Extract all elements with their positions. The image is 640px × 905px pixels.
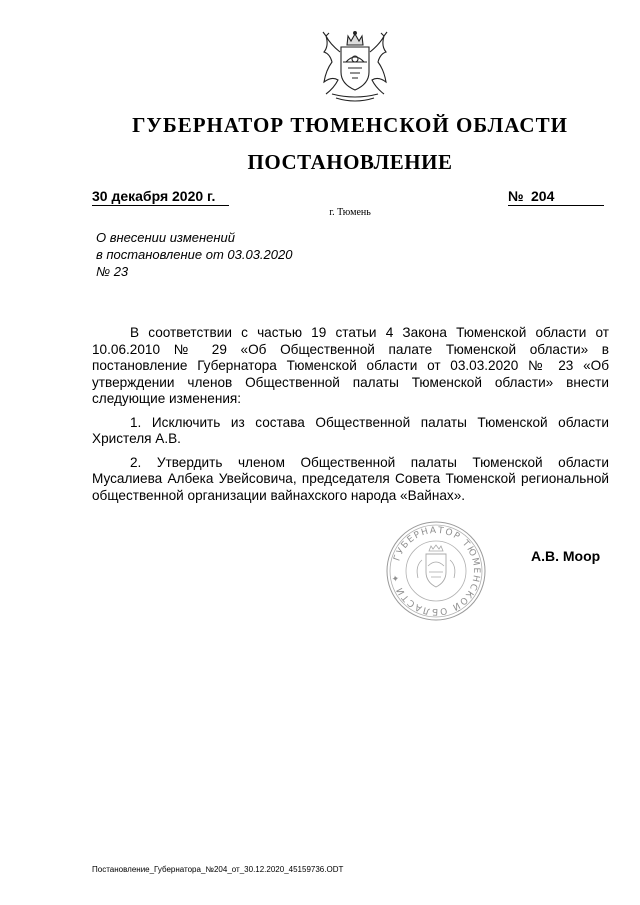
body-paragraph: 1. Исключить из состава Общественной палаты Тюменской области Христеля А.В. xyxy=(92,414,609,446)
body-paragraph: В соответствии с частью 19 статьи 4 Закона Тюменской области от 10.06.2010 № 29 «Об Общественной палате Тюменской области» в постановление Губернатора Тюменской области от 03.03.2020 № 23 «Об утверждении членов Общественной палаты Тюменской области» внести следующие изменения: xyxy=(92,325,609,406)
svg-text:ГУБЕРНАТОР ТЮМЕНСКОЙ ОБЛАСТИ ✦: ГУБЕРНАТОР ТЮМЕНСКОЙ ОБЛАСТИ ✦ xyxy=(390,525,482,617)
date-underline xyxy=(92,205,229,206)
footer-file-name: Постановление_Губернатора_№204_от_30.12.2020_45159736.ODT xyxy=(92,865,344,874)
place-of-issue: г. Тюмень xyxy=(329,207,371,218)
coat-of-arms-icon xyxy=(312,30,398,116)
official-seal-icon xyxy=(385,520,487,622)
document-body xyxy=(92,325,609,504)
issuing-authority: ГУБЕРНАТОР ТЮМЕНСКОЙ ОБЛАСТИ xyxy=(132,113,568,137)
document-subject xyxy=(96,229,356,280)
number-underline xyxy=(508,205,604,206)
subject-line: в постановление от 03.03.2020 xyxy=(96,247,293,262)
document-number: 204 xyxy=(531,188,555,204)
signatory-name: А.В. Моор xyxy=(531,548,601,564)
subject-line: О внесении изменений xyxy=(96,230,235,245)
body-paragraph: 2. Утвердить членом Общественной палаты Тюменской области Мусалиева Албека Увейсовича, председателя Совета Тюменской региональной общественной организации вайнахского народа «Вайнах». xyxy=(92,454,609,503)
document-date: 30 декабря 2020 г. xyxy=(92,188,216,204)
subject-line: № 23 xyxy=(96,264,129,279)
document-number-label: № xyxy=(508,188,524,204)
document-type-title: ПОСТАНОВЛЕНИЕ xyxy=(247,150,453,174)
